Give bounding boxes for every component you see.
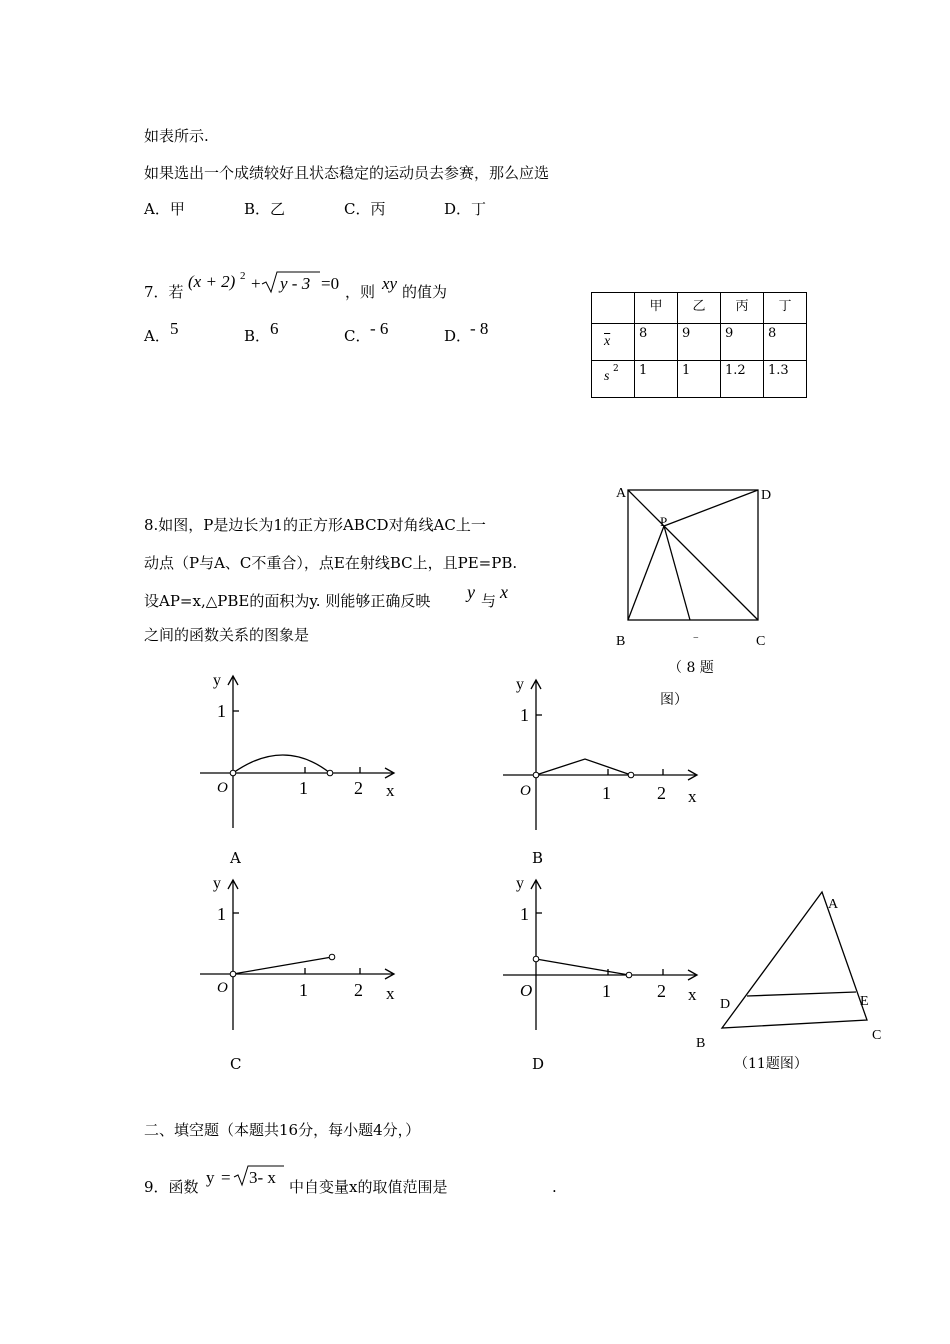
graph-label-a: A <box>230 849 241 867</box>
q7-value-b: 6 <box>270 319 279 338</box>
q7-number: 7．若 <box>144 283 184 301</box>
origin-label: O <box>520 981 533 1000</box>
q7-exponent: 2 <box>240 270 246 282</box>
mean-bing: 9 <box>721 324 764 361</box>
q8-y: y <box>467 582 475 602</box>
tick-one-y: 1 <box>520 904 529 924</box>
mean-label-cell <box>592 324 635 361</box>
triangle-abc <box>722 892 867 1028</box>
x-label: x <box>688 787 697 806</box>
table-header-bing: 丙 <box>721 293 764 324</box>
x-label: x <box>688 985 697 1004</box>
variance-label: s <box>604 369 610 384</box>
graph-d <box>498 872 713 1042</box>
var-jia: 1 <box>635 361 678 398</box>
q8-line4: 之间的函数关系的图象是 <box>144 626 310 644</box>
diagonal-ac <box>628 490 758 620</box>
graph-a <box>195 668 410 838</box>
q7-xy: xy <box>382 274 398 293</box>
tick-one-y: 1 <box>520 705 529 725</box>
stats-table <box>591 292 807 398</box>
mean-yi: 9 <box>678 324 721 361</box>
q7-expr-a: (x + 2) <box>188 272 236 291</box>
table-row <box>592 324 807 361</box>
tick-one-y: 1 <box>217 701 226 721</box>
q7-value-c: - 6 <box>370 319 389 338</box>
q8-line3: 设AP=x,△PBE的面积为y. 则能够正确反映 <box>144 592 431 610</box>
variance-label-cell <box>592 361 635 398</box>
tick-two-x: 2 <box>657 981 666 1001</box>
var-bing: 1.2 <box>721 361 764 398</box>
table-row <box>592 361 807 398</box>
y-label: y <box>213 672 221 689</box>
x-label: x <box>386 781 395 800</box>
q9-tail: 中自变量x的取值范围是 <box>289 1178 448 1196</box>
tick-two-x: 2 <box>354 980 363 1000</box>
table-header-row <box>592 293 807 324</box>
variance-exponent: 2 <box>613 364 619 374</box>
table-header-ding: 丁 <box>764 293 807 324</box>
q7-equals-zero: =0 <box>321 274 340 293</box>
fig8-label-e: − <box>693 633 699 644</box>
y-label: y <box>516 676 524 693</box>
open-point <box>230 971 236 977</box>
q9-end-period: . <box>552 1178 557 1196</box>
q7-label-d: D． <box>444 327 472 345</box>
q9-equals: = <box>221 1168 231 1187</box>
q7-radicand: y - 3 <box>280 274 311 293</box>
fig11-label-b: B <box>696 1036 706 1051</box>
intro-line: 如表所示. <box>144 127 209 145</box>
table-header-jia: 甲 <box>635 293 678 324</box>
q9-radicand: 3- x <box>249 1168 276 1187</box>
q8-line1: 8.如图，P是边长为1的正方形ABCD对角线AC上一 <box>144 516 486 534</box>
tick-one-x: 1 <box>299 778 308 798</box>
fig11-caption: （11题图） <box>734 1056 808 1072</box>
open-point <box>626 972 632 978</box>
mean-jia: 8 <box>635 324 678 361</box>
q9-number: 9．函数 <box>144 1178 199 1196</box>
open-point <box>329 954 335 960</box>
fig8-label-b: B <box>616 634 626 649</box>
q6-option-a: A．甲 <box>144 200 185 218</box>
open-point <box>628 772 634 778</box>
tick-two-x: 2 <box>657 783 666 803</box>
fig11-label-d: D <box>720 997 731 1012</box>
graph-b-polyline <box>536 759 631 775</box>
fig11-label-c: C <box>872 1028 882 1043</box>
q7-plus: + <box>251 274 261 293</box>
q7-mid: ，则 <box>345 283 376 301</box>
segment-pe <box>664 526 690 620</box>
open-point <box>327 770 333 776</box>
open-point <box>533 772 539 778</box>
tick-one-x: 1 <box>602 981 611 1001</box>
graph-d-segment <box>536 959 629 975</box>
mean-ding: 8 <box>764 324 807 361</box>
open-point <box>230 770 236 776</box>
y-label: y <box>516 875 524 892</box>
q7-value-d: - 8 <box>470 319 489 338</box>
graph-label-b: B <box>532 849 544 867</box>
q7-label-a: A． <box>144 327 170 345</box>
origin-label: O <box>520 783 531 799</box>
x-label: x <box>386 984 395 1003</box>
fig11-label-a: A <box>828 897 839 912</box>
figure-11-triangle <box>690 880 890 1060</box>
table-header-yi: 乙 <box>678 293 721 324</box>
graph-b <box>498 672 713 842</box>
graph-label-c: C <box>230 1055 242 1073</box>
segment-de <box>747 992 856 996</box>
q8-x: x <box>500 582 508 602</box>
q6-option-d: D．丁 <box>444 200 487 218</box>
origin-label: O <box>217 780 228 796</box>
segment-pb <box>628 526 664 620</box>
graph-c-segment <box>233 957 332 974</box>
origin-label: O <box>217 980 228 996</box>
q7-value-a: 5 <box>170 319 179 338</box>
table-corner <box>592 293 635 324</box>
q7-label-b: B． <box>244 327 271 345</box>
q6-option-b: B．乙 <box>244 200 286 218</box>
graph-a-curve <box>233 755 330 773</box>
q8-line2: 动点（P与A、C不重合），点E在射线BC上，且PE=PB. <box>144 554 518 572</box>
fig8-label-c: C <box>756 634 766 649</box>
fig8-caption-line1: （ 8 题 <box>668 660 714 676</box>
tick-one-x: 1 <box>602 783 611 803</box>
y-label: y <box>213 875 221 892</box>
q6-option-c: C．丙 <box>344 200 386 218</box>
mean-label: $\overline{x}$ <box>604 334 611 349</box>
q7-tail: 的值为 <box>402 283 448 301</box>
q6-stem: 如果选出一个成绩较好且状态稳定的运动员去参赛，那么应选 <box>144 164 550 182</box>
figure-8-square <box>610 480 790 660</box>
fig8-label-a: A <box>616 486 627 501</box>
fig8-label-d: D <box>761 488 772 503</box>
var-ding: 1.3 <box>764 361 807 398</box>
fig11-label-e: E <box>860 994 869 1009</box>
q9-y: y <box>206 1168 215 1187</box>
q8-mid: 与 <box>481 592 497 610</box>
q7-label-c: C． <box>344 327 371 345</box>
graph-label-d: D <box>532 1055 545 1073</box>
tick-two-x: 2 <box>354 778 363 798</box>
fig8-label-p: P <box>660 514 668 529</box>
segment-pd <box>664 490 758 526</box>
section-2-heading: 二、填空题（本题共16分，每小题4分，） <box>144 1121 421 1139</box>
fig8-caption-line2: 图） <box>660 692 688 708</box>
tick-one-x: 1 <box>299 980 308 1000</box>
graph-c <box>195 872 410 1042</box>
var-yi: 1 <box>678 361 721 398</box>
tick-one-y: 1 <box>217 904 226 924</box>
open-point <box>533 956 539 962</box>
